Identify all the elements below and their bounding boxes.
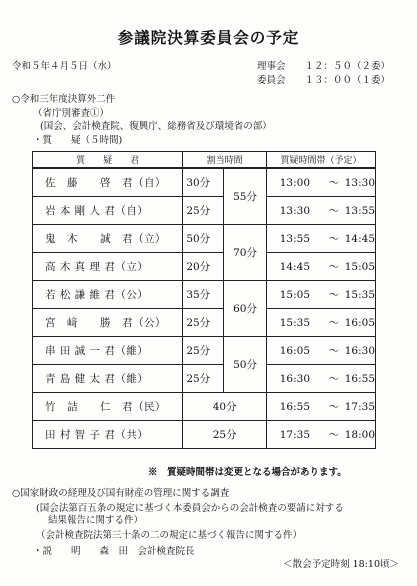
- party-allotted-time: 70分: [224, 225, 267, 281]
- slot-start: 15:35: [266, 309, 322, 337]
- questioner-name: 岩 本 剛 人 君（自）: [33, 197, 183, 225]
- questioner-name: 竹 詰 仁 君（民）: [33, 393, 183, 421]
- table-row: [33, 309, 376, 337]
- header-time-slot: 質疑時間帯（予定）: [266, 152, 375, 169]
- questioner-name: 若 松 謙 維 君（公）: [33, 281, 183, 309]
- questioner-name: 佐 藤 啓 君（自）: [33, 168, 183, 197]
- questioner-name: 高 木 真 理 君（立）: [33, 253, 183, 281]
- party-allotted-time: 55分: [224, 168, 267, 225]
- slot-wave: 〜: [323, 393, 345, 421]
- meeting-date: 令和５年４月５日（水）: [12, 61, 117, 72]
- header-allotted-time: 割当時間: [183, 152, 267, 169]
- slot-end: 16:30: [345, 337, 376, 365]
- slot-end: 13:30: [345, 168, 376, 197]
- questioner-name: 鬼 木 誠 君（立）: [33, 225, 183, 253]
- agenda-item-1-sub3: ・質 疑（５時間): [33, 135, 123, 146]
- questioner-name: 田 村 智 子 君（共）: [33, 421, 183, 449]
- slot-end: 14:45: [345, 225, 376, 253]
- agenda-item-2: ○国家財政の経理及び国有財産の管理に関する調査: [12, 488, 230, 499]
- agenda-item-1-sub2: (国会、会計検査院、復興庁、総務省及び環境省の部）: [40, 121, 272, 132]
- schedule-change-note: ※ 質疑時間帯は変更となる場合があります。: [148, 467, 347, 478]
- slot-wave: 〜: [323, 309, 345, 337]
- table-row: [33, 281, 376, 309]
- allotted-time: 25分: [183, 365, 224, 393]
- agenda-item-1: ○令和三年度決算外二件: [12, 94, 116, 105]
- page-title: 参議院決算委員会の予定: [117, 28, 300, 47]
- slot-start: 13:30: [266, 197, 322, 225]
- committee-meeting-time: 委員会 １３：００（１委）: [257, 75, 391, 86]
- slot-start: 16:55: [266, 393, 322, 421]
- header-questioner: 質 疑 君: [33, 152, 183, 169]
- table-row: [33, 168, 376, 197]
- party-allotted-time: 50分: [224, 337, 267, 393]
- allotted-time: 25分: [183, 337, 224, 365]
- slot-end: 15:05: [345, 253, 376, 281]
- slot-wave: 〜: [323, 168, 345, 197]
- slot-wave: 〜: [323, 253, 345, 281]
- table-row: [33, 197, 376, 225]
- slot-start: 16:05: [266, 337, 322, 365]
- allotted-time: 25分: [183, 309, 224, 337]
- slot-wave: 〜: [323, 337, 345, 365]
- slot-end: 16:55: [345, 365, 376, 393]
- agenda-item-2-sub1: (国会法第百五条の規定に基づく本委員会からの会計検査の要請に対する: [36, 503, 344, 514]
- slot-wave: 〜: [323, 281, 345, 309]
- slot-end: 13:55: [345, 197, 376, 225]
- slot-wave: 〜: [323, 421, 345, 449]
- allotted-time: 25分: [183, 197, 224, 225]
- slot-start: 13:00: [266, 168, 322, 197]
- board-meeting-time: 理事会 １２：５０（２委）: [257, 61, 391, 72]
- table-row: [33, 253, 376, 281]
- table-row: [33, 337, 376, 365]
- allotted-time: 50分: [183, 225, 224, 253]
- slot-wave: 〜: [323, 365, 345, 393]
- questioner-name: 串 田 誠 一 君（維）: [33, 337, 183, 365]
- questioner-name: 宮 﨑 勝 君（公）: [33, 309, 183, 337]
- questioning-schedule-table: [32, 151, 376, 449]
- adjournment-time: ＜散会予定時刻 18:10頃＞: [283, 559, 399, 570]
- allotted-time: 20分: [183, 253, 224, 281]
- agenda-item-1-sub1: （省庁別審査①）: [33, 108, 110, 119]
- agenda-item-2-sub3: （会計検査院法第三十条の二の規定に基づく報告に関する件）: [36, 530, 303, 541]
- slot-end: 18:00: [345, 421, 376, 449]
- allotted-time: 30分: [183, 168, 224, 197]
- slot-start: 16:30: [266, 365, 322, 393]
- slot-end: 15:35: [345, 281, 376, 309]
- slot-start: 15:05: [266, 281, 322, 309]
- allotted-time: 35分: [183, 281, 224, 309]
- table-row: [33, 393, 376, 421]
- agenda-item-2-sub2: 結果報告に関する件）: [48, 515, 144, 526]
- table-header-row: [33, 152, 376, 169]
- slot-start: 13:55: [266, 225, 322, 253]
- questioner-name: 青 島 健 太 君（維）: [33, 365, 183, 393]
- agenda-item-2-sub4: ・説 明 森 田 会計検査院長: [33, 546, 195, 557]
- slot-end: 16:05: [345, 309, 376, 337]
- allotted-time: 25分: [183, 421, 267, 449]
- table-row: [33, 365, 376, 393]
- slot-wave: 〜: [323, 225, 345, 253]
- slot-start: 14:45: [266, 253, 322, 281]
- table-row: [33, 421, 376, 449]
- slot-start: 17:35: [266, 421, 322, 449]
- slot-end: 17:35: [345, 393, 376, 421]
- slot-wave: 〜: [323, 197, 345, 225]
- party-allotted-time: 60分: [224, 281, 267, 337]
- table-row: [33, 225, 376, 253]
- allotted-time: 40分: [183, 393, 267, 421]
